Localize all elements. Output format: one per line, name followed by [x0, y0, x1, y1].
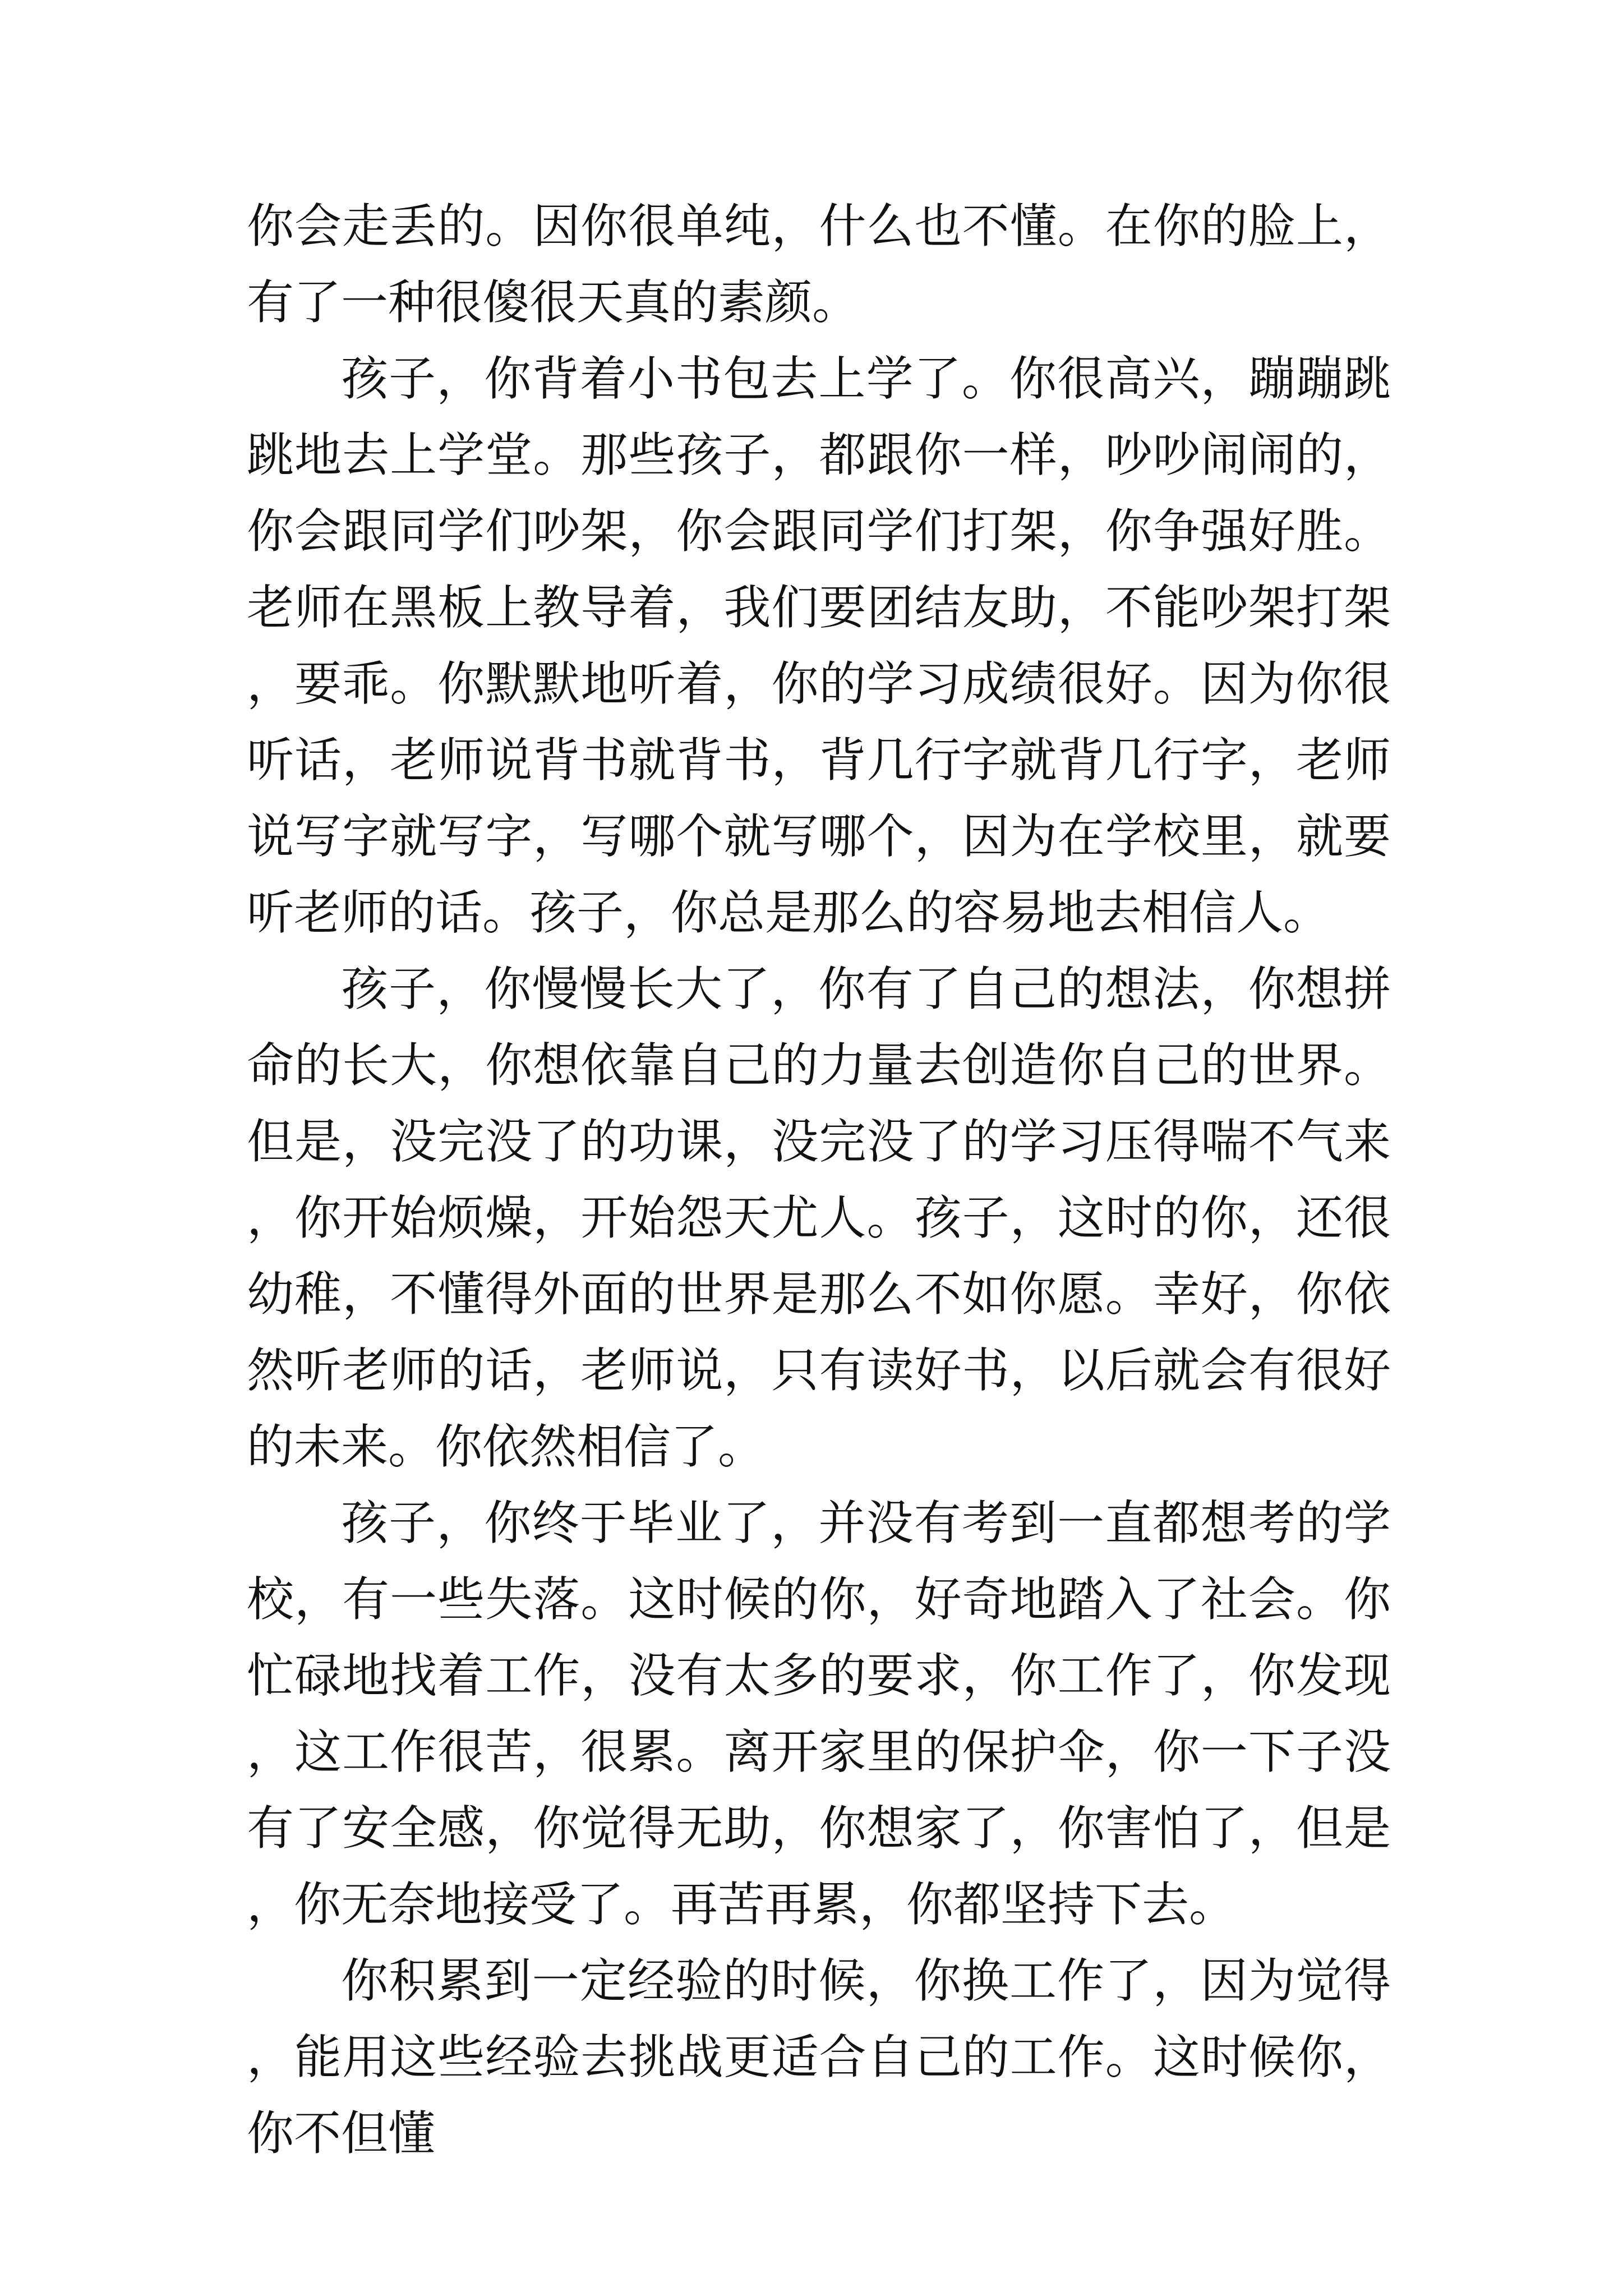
paragraph-experience: 你积累到一定经验的时候，你换工作了，因为觉得，能用这些经验去挑战更适合自己的工作。这时候你，你不但懂 — [247, 1953, 1391, 2161]
paragraph-school: 孩子，你背着小书包去上学了。你很高兴，蹦蹦跳跳地去上学堂。那些孩子，都跟你一样，吵吵闹闹的，你会跟同学们吵架，你会跟同学们打架，你争强好胜。老师在黑板上教导着，我们要团结友助，不能吵架打架，要乖。你默默地听着，你的学习成绩很好。因为你很听话，老师说背书就背书，背几行字就背几行字，老师说写字就写字，写哪个就写哪个，因为在学校里，就要听老师的话。孩子，你总是那么的容易地去相信人。 — [247, 351, 1391, 940]
paragraph-graduation: 孩子，你终于毕业了，并没有考到一直都想考的学校，有一些失落。这时候的你，好奇地踏入了社会。你忙碌地找着工作，没有太多的要求，你工作了，你发现，这工作很苦，很累。离开家里的保护伞，你一下子没有了安全感，你觉得无助，你想家了，你害怕了，但是，你无奈地接受了。再苦再累，你都坚持下去。 — [247, 1496, 1391, 1932]
paragraph-growing-up: 孩子，你慢慢长大了，你有了自己的想法，你想拼命的长大，你想依靠自己的力量去创造你自己的世界。但是，没完没了的功课，没完没了的学习压得喘不气来，你开始烦燥，开始怨天尤人。孩子，这时的你，还很幼稚，不懂得外面的世界是那么不如你愿。幸好，你依然听老师的话，老师说，只有读好书，以后就会有很好的未来。你依然相信了。 — [247, 961, 1391, 1474]
text-body — [247, 188, 1391, 2171]
paragraph-continued: 你会走丢的。因你很单纯，什么也不懂。在你的脸上，有了一种很傻很天真的素颜。 — [247, 199, 1391, 330]
